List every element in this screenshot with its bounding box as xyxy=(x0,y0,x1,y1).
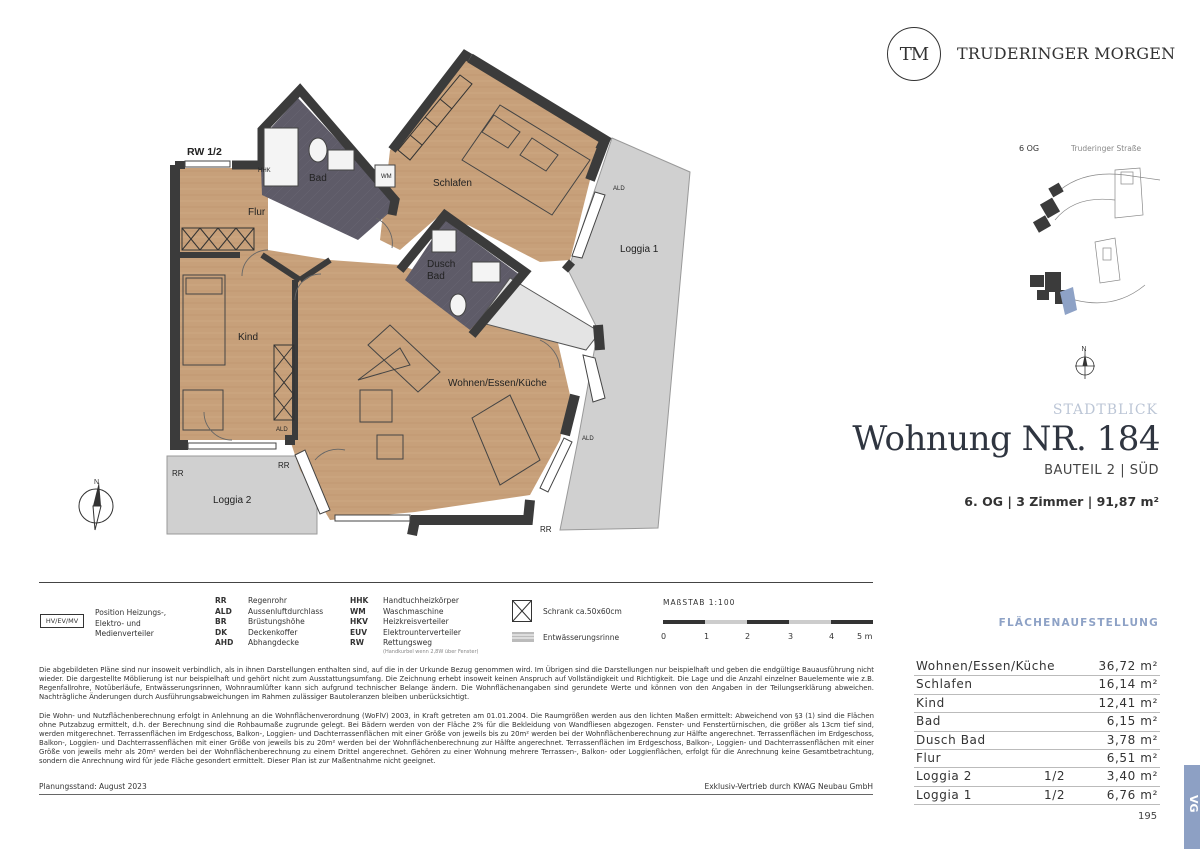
area-name: Schlafen xyxy=(916,677,973,692)
area-value: 3,40 m² xyxy=(1106,769,1158,784)
abbr-text: Regenrohr xyxy=(248,596,287,605)
keyplan-north-letter: N xyxy=(1081,346,1087,353)
abbr-item xyxy=(350,638,478,649)
area-value: 3,78 m² xyxy=(1106,732,1158,747)
side-tab-label: VG xyxy=(1187,795,1200,813)
scale-tick: 0 xyxy=(661,632,667,641)
schrank-label: Schrank ca.50x60cm xyxy=(543,607,622,616)
floor-plan xyxy=(150,40,710,570)
area-row xyxy=(914,695,1160,713)
abbreviation-list-1 xyxy=(215,596,323,649)
abbr-code: ALD xyxy=(215,606,232,616)
rinne-icon xyxy=(512,632,534,642)
keyplan-north-icon xyxy=(1074,344,1096,380)
scale-tick: 4 xyxy=(829,632,835,641)
area-fraction: 1/2 xyxy=(1044,769,1066,784)
north-arrow-icon xyxy=(68,478,124,534)
ald-label-1: ALD xyxy=(613,186,625,192)
room-label-loggia-2: Loggia 2 xyxy=(213,495,252,506)
footer-divider xyxy=(39,794,873,795)
area-name: Loggia 2 xyxy=(916,769,972,784)
rr-label-1: RR xyxy=(172,469,184,478)
abbr-text: Handtuchheizkörper xyxy=(383,596,459,605)
rinne-label: Entwässerungsrinne xyxy=(543,633,620,642)
hv-legend-box: HV/EV/MV xyxy=(40,614,84,628)
area-row xyxy=(914,750,1160,768)
area-row xyxy=(914,732,1160,750)
abbr-code: WM xyxy=(350,606,366,616)
area-value: 6,51 m² xyxy=(1106,750,1158,765)
brand-name: TRUDERINGER MORGEN xyxy=(957,44,1176,63)
wm-label: WM xyxy=(381,174,392,180)
abbr-code: DK xyxy=(215,627,228,637)
abbr-code: BR xyxy=(215,617,227,626)
area-name: Bad xyxy=(916,714,942,729)
rw-label: RW 1/2 xyxy=(187,146,222,158)
areas-table xyxy=(914,658,1160,805)
abbr-code: RW xyxy=(350,638,365,647)
area-row xyxy=(914,658,1160,676)
area-row xyxy=(914,713,1160,731)
scale-tick: 5 m xyxy=(857,632,873,641)
scale-tick: 1 xyxy=(704,632,710,641)
ald-label-2: ALD xyxy=(582,436,594,442)
rr-label-2: RR xyxy=(278,461,290,470)
abbr-code: HHK xyxy=(350,596,369,605)
hv-line: Elektro- und xyxy=(95,618,141,628)
rr-label-3: RR xyxy=(540,525,552,534)
area-value: 6,15 m² xyxy=(1106,714,1158,729)
abbr-text: Deckenkoffer xyxy=(248,627,298,637)
abbr-code: AHD xyxy=(215,638,234,647)
abbr-text: Brüstungshöhe xyxy=(248,617,305,626)
area-value: 16,14 m² xyxy=(1098,677,1158,692)
room-label-dusch-bad: Bad xyxy=(427,271,445,282)
rw-note: (Handkurbel wenn 2,8W über Fenster) xyxy=(383,648,479,655)
area-row xyxy=(914,676,1160,694)
abbr-item xyxy=(215,607,323,618)
area-row xyxy=(914,787,1160,805)
keyplan-floor: 6 OG xyxy=(1019,144,1040,153)
brand-monogram: TM xyxy=(887,27,941,81)
area-name: Dusch Bad xyxy=(916,732,986,747)
page-number: 195 xyxy=(1138,811,1158,822)
scale-bar xyxy=(663,620,873,624)
hv-legend-text xyxy=(95,608,166,640)
area-value: 12,41 m² xyxy=(1098,695,1158,710)
abbreviation-list-2 xyxy=(350,596,478,655)
north-letter: N xyxy=(94,479,100,486)
building-section: BAUTEIL 2 | SÜD xyxy=(1044,463,1159,478)
abbr-code: RR xyxy=(215,596,227,605)
room-label-loggia-1: Loggia 1 xyxy=(620,244,659,255)
apartment-summary: 6. OG | 3 Zimmer | 91,87 m² xyxy=(964,494,1159,509)
keyplan-street: Truderinger Straße xyxy=(1071,144,1142,153)
hhk-label: HHK xyxy=(258,168,271,174)
area-row xyxy=(914,768,1160,786)
abbr-item xyxy=(350,607,478,618)
abbr-item xyxy=(350,617,478,628)
area-value: 6,76 m² xyxy=(1106,787,1158,802)
area-name: Flur xyxy=(916,750,942,765)
abbr-text: Elektrounterverteiler xyxy=(383,627,461,637)
area-name: Loggia 1 xyxy=(916,787,972,802)
abbr-text: Abhangdecke xyxy=(248,638,299,647)
disclaimer-2: Die Wohn- und Nutzflächenberechnung erfolgt in Anlehnung an die Wohnflächenverordnung (WoFlV) 2003, in Kraft getreten am 01.01.2004. Die Raumgrößen werden aus den lichten Maßen ermittelt: Abweichend von §3 (1) sind die Flächen ohne Putzabzug ermittelt, d.h. der Berechnung sind die Rohbaumaße zugrunde gelegt. Bei Bädern werden von der Fläche 2% für die Bekleidung von Wandfliesen abgezogen. Fenster- und Fenstertürnischen, die größer als 13cm tief sind, werden mitgerechnet. Terrassenflächen im Erdgeschoss, Balkon-, Loggien- und Dachterrassenflächen mit einer Größe von jeweils bis zu 20m² werden bei der Wohnflächenberechnung zur Hälfte angerechnet. Terrassenflächen im Erdgeschoss, Balkon-, Loggien- und Dachterrassenflächen mit einer Größe von jeweils bis zu 20m² werden bei der Wohnflächenberechnung zur Hälfte angerechnet. Terrassenflächen im Erdgeschoss, Balkon-, Loggien- und Dachterrassenflächen mit einer Größe von jeweils mehr als 20m² werden bei der Wohnflächenberechnung zu einem Drittel angerechnet. Gehören zu einer Wohnung mehrere Terrassen-, Balkon- oder Loggienflächen, erfolgt für die Anrechnung keine Gesamtbetrachtung, sondern die Anrechnung wird für jede Fläche gesondert ermittelt. Dieser Plan ist zur Maßentnahme nicht geeignet. xyxy=(39,712,874,766)
apartment-title: Wohnung NR. 184 xyxy=(852,419,1160,459)
area-fraction: 1/2 xyxy=(1044,787,1066,802)
room-label-schlafen: Schlafen xyxy=(433,178,472,189)
abbr-item xyxy=(350,596,478,607)
planning-date: Planungsstand: August 2023 xyxy=(39,782,147,791)
room-label-wohnen: Wohnen/Essen/Küche xyxy=(448,378,547,389)
scale-label: MAßSTAB 1:100 xyxy=(663,598,736,607)
side-tab xyxy=(1184,765,1200,849)
keyplan-map xyxy=(1015,160,1165,330)
area-name: Wohnen/Essen/Küche xyxy=(916,659,1056,673)
floor-schlafen xyxy=(380,58,600,262)
abbr-code: HKV xyxy=(350,617,368,626)
abbr-item xyxy=(215,596,323,607)
overline: STADTBLICK xyxy=(1052,402,1158,418)
abbr-item xyxy=(215,628,323,639)
legend-divider xyxy=(39,582,873,583)
abbr-item xyxy=(215,617,323,628)
abbr-text: Heizkreisverteiler xyxy=(383,617,449,626)
abbr-code: EUV xyxy=(350,627,368,637)
area-value: 36,72 m² xyxy=(1098,659,1158,673)
hv-line: Medienverteiler xyxy=(95,629,154,638)
abbr-text: Aussenluftdurchlass xyxy=(248,606,324,616)
scale-tick: 2 xyxy=(745,632,751,641)
abbr-text: Waschmaschine xyxy=(383,606,444,616)
room-label-kind: Kind xyxy=(238,332,259,343)
schrank-icon xyxy=(512,600,532,622)
ald-label-3: ALD xyxy=(276,427,288,433)
room-label-bad: Bad xyxy=(309,173,327,184)
abbr-item xyxy=(215,638,323,649)
room-label-flur: Flur xyxy=(248,207,266,218)
hv-line: Position Heizungs-, xyxy=(95,608,167,617)
room-label-dusch: Dusch xyxy=(427,259,456,270)
abbr-text: Rettungsweg xyxy=(383,638,433,647)
disclaimer-1: Die abgebildeten Pläne sind nur insoweit verbindlich, als in ihnen Darstellungen enthalten sind, auf die in der Urkunde Bezug genommen wird. Im Übrigen sind die Darstellungen nur beispielhaft und geben die endgültige Bauausführung nicht wieder. Die dargestellte Möblierung ist nur beispielhaft und gehört nicht zum Ausstattungsumfang. Die Zeichnung erhebt insoweit keinen Anspruch auf Vollständigkeit und Richtigkeit. Die Lage und die Anzahl einzelner Bauelemente wie z.B. Regenfallrohre, Notüberläufe, Entwässerungsrinnen, Wohnraumlüfter kann sich aufgrund technischer Belange ändern. Die Wohnflächenangaben sind gerundete Werte und können von den Angaben in der Teilungserklärung abweichen. Nachträgliche Änderungen durch Ausführungsabweichungen im Rahmen zulässiger Bautoleranzen bleiben unberücksichtigt. xyxy=(39,666,874,702)
sales-agent: Exklusiv-Vertrieb durch KWAG Neubau GmbH xyxy=(704,782,873,791)
scale-tick: 3 xyxy=(788,632,794,641)
areas-heading: FLÄCHENAUFSTELLUNG xyxy=(998,617,1159,629)
area-name: Kind xyxy=(916,695,945,710)
abbr-item xyxy=(350,628,478,639)
